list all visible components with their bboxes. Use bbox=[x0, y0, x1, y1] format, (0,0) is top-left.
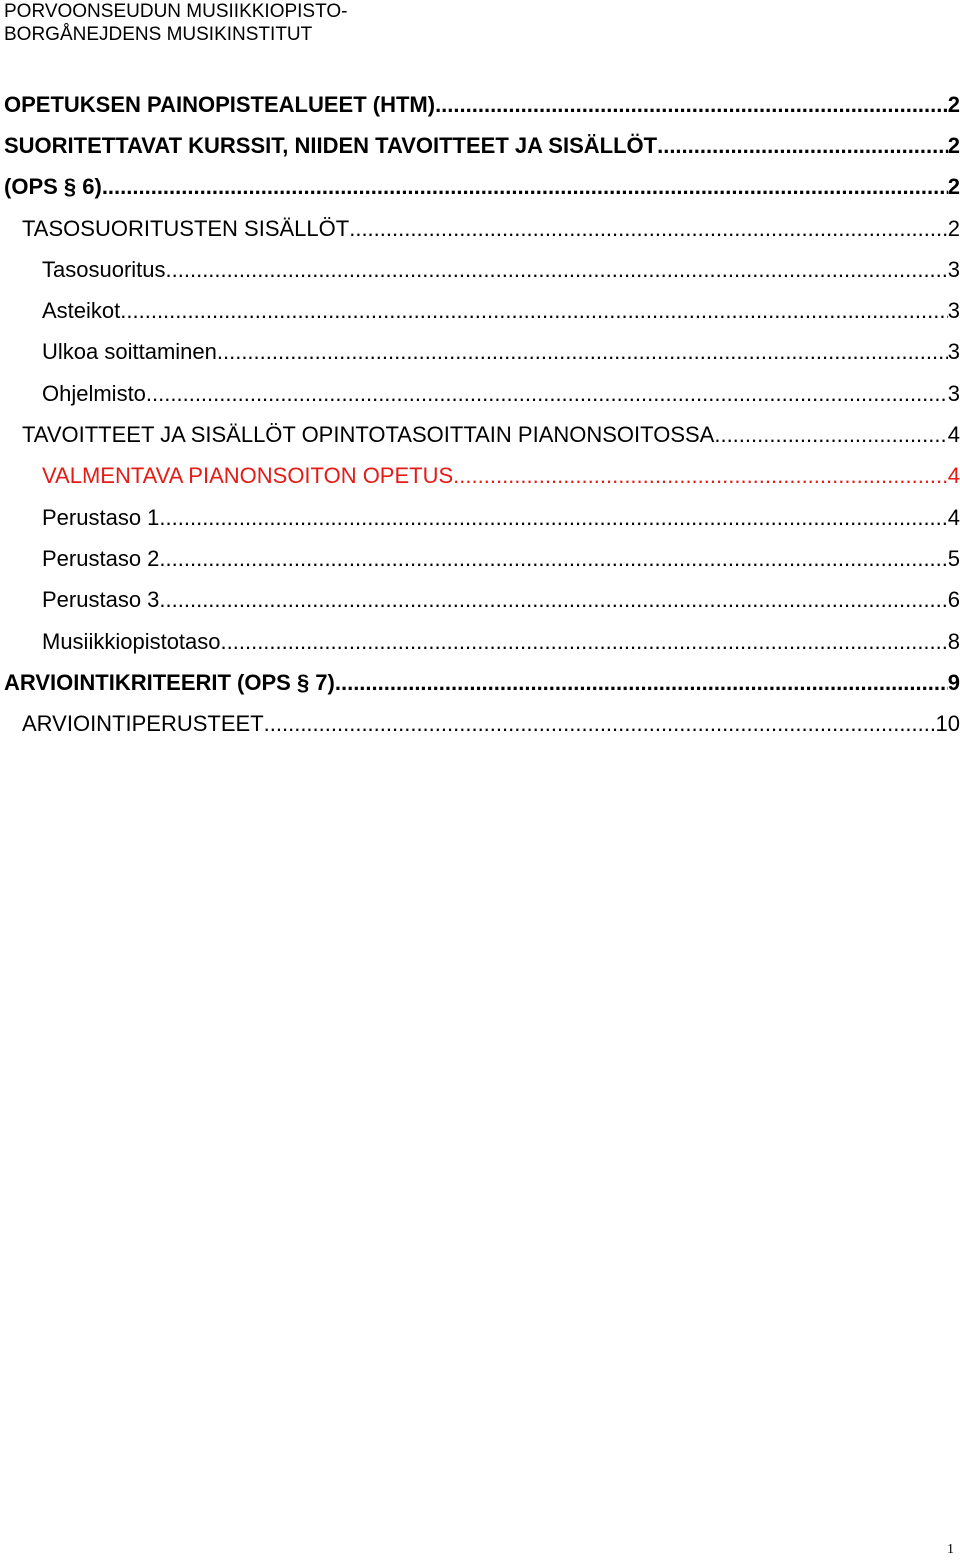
toc-entry[interactable] bbox=[0, 208, 960, 249]
toc-entry-page: 2 bbox=[947, 132, 960, 158]
toc-entry-title: Perustaso 1 bbox=[42, 504, 160, 530]
toc-entry-title: ARVIOINTIPERUSTEET bbox=[22, 711, 264, 737]
toc-dot-leader bbox=[159, 546, 947, 572]
toc-dot-leader bbox=[166, 257, 948, 283]
toc-dot-leader bbox=[159, 587, 947, 613]
toc-entry-title: TASOSUORITUSTEN SISÄLLÖT bbox=[22, 215, 350, 241]
toc-entry[interactable] bbox=[0, 538, 960, 579]
toc-entry[interactable] bbox=[0, 249, 960, 290]
toc-entry-page: 3 bbox=[947, 339, 960, 365]
header-line-2: BORGÅNEJDENS MUSIKINSTITUT bbox=[4, 24, 313, 45]
toc-entry-title: Perustaso 2 bbox=[42, 545, 160, 571]
toc-entry-title: TAVOITTEET JA SISÄLLÖT OPINTOTASOITTAIN PIANONSOITOSSA bbox=[22, 422, 715, 448]
toc-entry[interactable] bbox=[0, 125, 960, 166]
page-number: 1 bbox=[947, 1542, 954, 1557]
toc-dot-leader bbox=[714, 422, 947, 448]
toc-entry[interactable] bbox=[0, 580, 960, 621]
toc-entry-title: SUORITETTAVAT KURSSIT, NIIDEN TAVOITTEET JA SISÄLLÖT bbox=[4, 132, 658, 158]
toc-entry[interactable] bbox=[0, 621, 960, 662]
header-line-1: PORVOONSEUDUN MUSIIKKIOPISTO- bbox=[4, 1, 348, 22]
toc-entry-title: Ulkoa soittaminen bbox=[42, 339, 217, 365]
toc-dot-leader bbox=[453, 463, 948, 489]
toc-entry-page: 9 bbox=[947, 669, 960, 695]
toc-entry[interactable] bbox=[0, 456, 960, 497]
toc-dot-leader bbox=[264, 711, 936, 737]
toc-entry-page: 2 bbox=[947, 91, 960, 117]
toc-entry-title: ARVIOINTIKRITEERIT (OPS § 7) bbox=[4, 669, 335, 695]
toc-dot-leader bbox=[120, 298, 947, 324]
toc-dot-leader bbox=[217, 339, 948, 365]
toc-entry-title: Perustaso 3 bbox=[42, 587, 160, 613]
toc-entry-page: 3 bbox=[947, 256, 960, 282]
toc-entry-title: OPETUKSEN PAINOPISTEALUEET (HTM) bbox=[4, 91, 436, 117]
toc-entry[interactable] bbox=[0, 662, 960, 703]
toc-dot-leader bbox=[657, 133, 948, 159]
toc-dot-leader bbox=[435, 92, 948, 118]
toc-entry-page: 2 bbox=[947, 174, 960, 200]
toc-entry-page: 3 bbox=[947, 380, 960, 406]
toc-entry-page: 4 bbox=[947, 422, 960, 448]
toc-entry-title: VALMENTAVA PIANONSOITON OPETUS bbox=[42, 463, 454, 489]
toc-entry-title: (OPS § 6) bbox=[4, 174, 102, 200]
toc-entry-page: 2 bbox=[947, 215, 960, 241]
toc-dot-leader bbox=[335, 670, 948, 696]
toc-entry-title: Musiikkiopistotaso bbox=[42, 628, 221, 654]
toc-entry[interactable] bbox=[0, 414, 960, 455]
toc-entry-title: Asteikot bbox=[42, 298, 121, 324]
toc-entry-page: 4 bbox=[947, 463, 960, 489]
toc-entry-page: 3 bbox=[947, 298, 960, 324]
toc-entry[interactable] bbox=[0, 497, 960, 538]
toc-entry-page: 5 bbox=[947, 545, 960, 571]
toc-dot-leader bbox=[159, 505, 947, 531]
toc-entry[interactable] bbox=[0, 84, 960, 125]
toc-dot-leader bbox=[221, 629, 948, 655]
toc-entry[interactable] bbox=[0, 332, 960, 373]
toc-dot-leader bbox=[146, 381, 948, 407]
toc-entry[interactable] bbox=[0, 167, 960, 208]
toc-entry[interactable] bbox=[0, 373, 960, 414]
toc-entry-title: Ohjelmisto bbox=[42, 380, 146, 406]
document-header bbox=[4, 0, 347, 46]
table-of-contents bbox=[0, 84, 960, 745]
toc-entry-page: 4 bbox=[947, 504, 960, 530]
toc-entry-title: Tasosuoritus bbox=[42, 256, 166, 282]
toc-entry-page: 10 bbox=[935, 711, 960, 737]
toc-entry[interactable] bbox=[0, 703, 960, 744]
toc-entry[interactable] bbox=[0, 290, 960, 331]
toc-entry-page: 8 bbox=[947, 628, 960, 654]
toc-entry-page: 6 bbox=[947, 587, 960, 613]
toc-dot-leader bbox=[349, 216, 948, 242]
toc-dot-leader bbox=[102, 174, 948, 200]
